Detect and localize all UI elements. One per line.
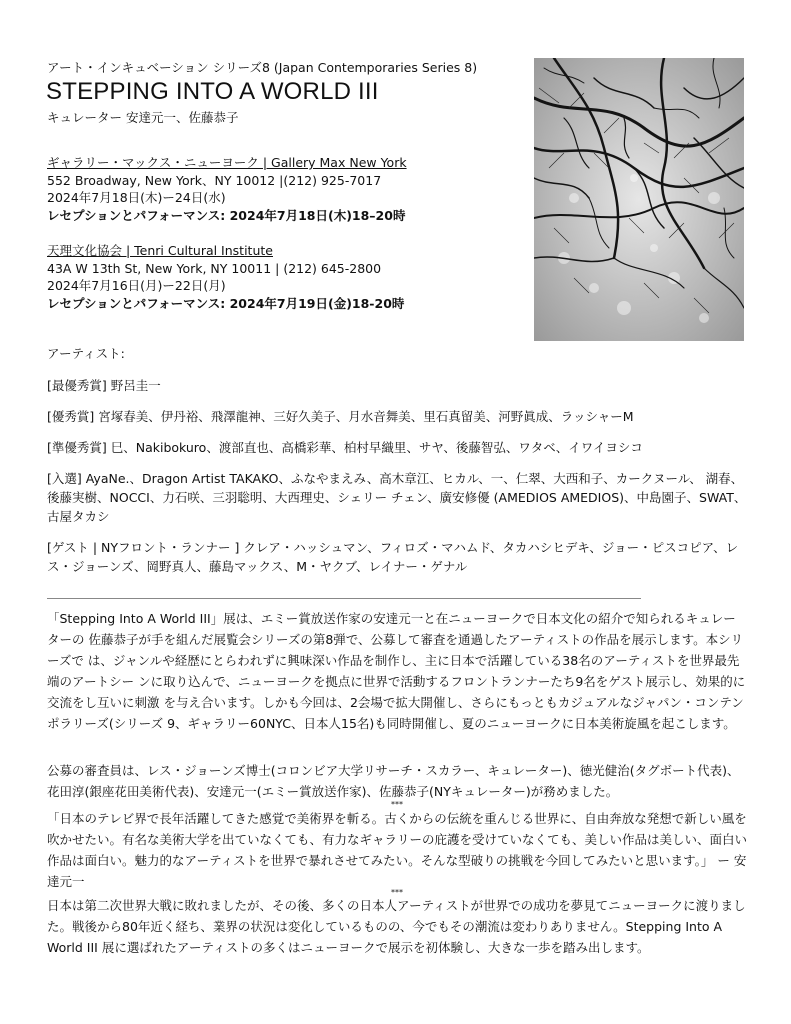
curators-line: キュレーター 安達元一、佐藤恭子	[47, 110, 239, 125]
separator-stars: ***	[391, 800, 403, 809]
quote-text: 「日本のテレビ界で長年活躍してきた感覚で美術界を斬る。古くからの伝統を重んじる世界に、自由奔放な発想で新しい風を 吹かせたい。有名な美術大学を出ていなくても、有力なギャラリーの庇護を受けていなくても、美しい作品は美しい、面白い 作品は面白い。魅力的なアーティストを世界で暴れさせてみたい。そんな型破りの挑戦を今回してみたいと思います。」 ー 安達元一	[47, 811, 748, 889]
excellence-artists: [優秀賞] 宮塚春美、伊丹裕、飛澤龍神、三好久美子、月水音舞美、里石真留美、河野眞成、ラッシャーM	[47, 409, 634, 424]
honorable-artists: [準優秀賞] 巳、Nakibokuro、渡部直也、高橋彩華、柏村早織里、サヤ、後藤智弘、ワタベ、イワイヨシコ	[47, 440, 643, 455]
history-text: 日本は第二次世界大戦に敗れましたが、その後、多くの日本人アーティストが世界での成功を夢見てニューヨークに渡りまし た。戦後から80年近く経ち、業界の状況は変化しているものの、今でもその潮流は変わりありません。Stepping Into A World III 展に選ばれたアーティストの多くはニューヨークで展示を初体験し、大きな一歩を踏み出します。	[47, 898, 746, 955]
quote-paragraph	[47, 808, 747, 892]
venue-gallery-max	[47, 154, 407, 224]
venue-name-link[interactable]: ギャラリー・マックス・ニューヨーク | Gallery Max New York	[47, 155, 407, 170]
selected-artists: [入選] AyaNe.、Dragon Artist TAKAKO、ふなやまえみ、高木章江、ヒカル、一、仁翠、大西和子、カークヌール、 湖春、後藤実樹、NOCCI、力石咲、三羽聡明、大西理史、シェリー チェン、廣安修優 (AMEDIOS AMEDIOS)、中島園子、SWAT、古屋タカシ	[47, 471, 747, 524]
section-divider	[47, 598, 641, 599]
artist-list	[47, 376, 747, 590]
intro-paragraph	[47, 608, 747, 734]
venue-name-link[interactable]: 天理文化協会 | Tenri Cultural Institute	[47, 243, 273, 258]
guest-artists: [ゲスト | NYフロント・ランナー ] クレア・ハッシュマン、フィロズ・マハムド、タカハシヒデキ、ジョー・ピスコピア、レス・ジョーンズ、岡野真人、藤島マックス、M・ヤクブ、レイナー・ゲナル	[47, 540, 739, 574]
jury-text: 公募の審査員は、レス・ジョーンズ博士(コロンビア大学リサーチ・スカラー、キュレーター)、徳光健治(タグボート代表)、 花田淳(銀座花田美術代表)、安達元一(エミー賞放送作家)、佐藤恭子(NYキュレーター)が務めました。	[47, 763, 740, 799]
grand-prize-artists: [最優秀賞] 野呂圭一	[47, 378, 161, 393]
intro-text: 「Stepping Into A World III」展は、エミー賞放送作家の安達元一と在ニューヨークで日本文化の紹介で知られるキュレーターの 佐藤恭子が手を組んだ展覧会シリーズの第8弾で、公募して審査を通過したアーティストの作品を展示します。本シリーズで は、ジャンルや経歴にとらわれずに興味深い作品を制作し、主に日本で活躍している38名のアーティストを世界最先端のアートシー ンに取り込んで、ニューヨークを拠点に世界で活動するフロントランナーたち9名をゲスト展示し、効果的に交流をし互いに刺激 を与え合います。しかも今回は、2会場で拡大開催し、さらにもっともカジュアルなジャパン・コンテンポラリーズ(シリーズ 9、ギャラリー60NYC、日本人15名)も同時開催し、夏のニューヨークに日本美術旋風を起こします。	[47, 611, 746, 731]
venue-tenri	[47, 242, 404, 312]
separator-stars: ***	[391, 888, 403, 897]
venue-reception: レセプションとパフォーマンス: 2024年7月19日(金)18-20時	[47, 295, 405, 311]
tree-branches-photo	[534, 58, 744, 341]
jury-paragraph	[47, 760, 747, 802]
venue-address: 552 Broadway, New York、NY 10012 |(212) 925-7017	[47, 172, 382, 188]
series-line: アート・インキュベーション シリーズ8 (Japan Contemporaries Series 8)	[47, 60, 478, 75]
exhibition-title: STEPPING INTO A WORLD III	[46, 78, 379, 105]
artists-heading: アーティスト:	[47, 346, 125, 361]
venue-address: 43A W 13th St, New York, NY 10011 | (212) 645-2800	[47, 260, 382, 276]
venue-dates: 2024年7月16日(月)ー22日(月)	[47, 278, 226, 293]
history-paragraph	[47, 895, 747, 958]
venue-dates: 2024年7月18日(木)ー24日(水)	[47, 190, 226, 205]
venue-reception: レセプションとパフォーマンス: 2024年7月18日(木)18–20時	[47, 207, 406, 223]
